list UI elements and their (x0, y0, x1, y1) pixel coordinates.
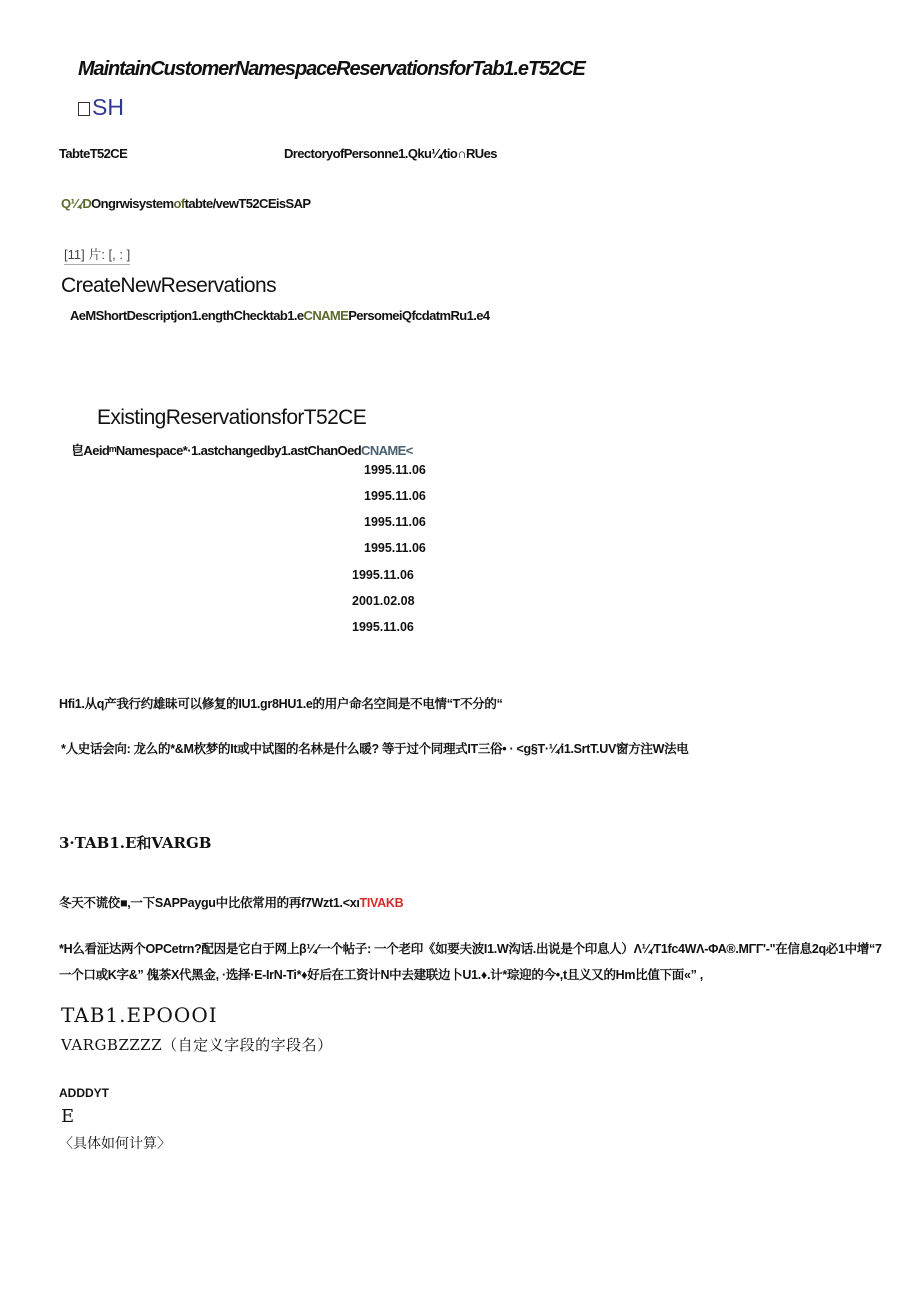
namespace-notice (61, 196, 310, 211)
sh-heading (78, 94, 124, 121)
create-column-headers (70, 308, 490, 323)
reservation-date-3: 1995.11.06 (364, 515, 426, 529)
e-letter: E (61, 1106, 75, 1127)
table-description: Drectoryof​Personne1.Qku¼⁄tio∩RUes (284, 146, 497, 161)
paragraph-4-line-2: 一个口或K字&” 傀茶X代黑金, ·选择·E-IrN-Ti*♦好后在工资计N中去建联边卜U1.♦.计*琮迎的今•,t且义又的Hm比值下面«” , (59, 968, 703, 982)
notice-text: Ongrwisystem (91, 196, 174, 211)
existing-columns-cname: CNAME< (361, 443, 413, 458)
create-heading: CreateNewReservations (61, 274, 276, 297)
paragraph-1: Hfi1.从q产我行约雄昧可以修复的IU1.gr8HU1.e的用户命名空间是不电情“T不分的“ (59, 697, 503, 711)
code-field-name: VARGBZZZZ（自定义字段的字段名） (61, 1036, 333, 1054)
calculation-note: 〈具体如何计算〉 (59, 1136, 171, 1152)
paragraph-4-line-1: *H么看泟达两个OPCetrn?配因是它白于网上β¼⁄一个帖子: 一个老印《如要夫波I1.W沟话.出说是个印息人）Λ¼⁄T1fc4WΛ-ΦΑ®.MΓΓ'-"在信息2q必1中增“7 (59, 942, 882, 956)
notice-lead: Q¼⁄D (61, 196, 92, 211)
paragraph-3 (59, 893, 403, 911)
reservation-date-4: 1995.11.06 (364, 541, 426, 555)
section-3-heading: 3·TAB1.E和VARGB (59, 834, 212, 852)
paragraph-2: *人史话会向: 龙么的*&M杴梦的It或中试图的名林是什么暖? 等于过个同理式IT三俗• · <g§T·¼⁄i1.SrtT.UV窗方注W法电 (61, 742, 689, 756)
page-title: MaintainCustomerNamespaceReservationsforTab1.eT52CE (78, 58, 585, 80)
reservation-date-6: 2001.02.08 (352, 594, 415, 608)
paragraph-3-accent: TIVAKB (359, 896, 404, 910)
reservation-date-7: 1995.11.06 (352, 620, 414, 634)
existing-columns-part1: 皀AeidᵐNamespace*·1.astchangedby1.astChanOed (71, 443, 362, 458)
table-label: TabteT52CE (59, 146, 128, 161)
existing-column-headers (71, 440, 413, 459)
reservation-date-5: 1995.11.06 (352, 568, 414, 582)
create-columns-part2: PersomeiQfcdatmRu1.e4 (348, 308, 490, 323)
breadcrumb[interactable]: [11] 片: [, : ] (64, 244, 130, 265)
create-columns-cname: CNAME (303, 308, 349, 323)
checkbox-icon (78, 102, 90, 116)
code-table-name: TAB1.EPOOOI (61, 1003, 218, 1027)
notice-accent: of (173, 196, 185, 211)
existing-heading: ExistingReservationsforT52CE (97, 406, 367, 429)
sh-label: SH (92, 94, 124, 120)
add-label: ADDDYT (59, 1086, 109, 1100)
notice-tail: tabte/vewT52CEisSAP (184, 196, 311, 211)
reservation-date-2: 1995.11.06 (364, 489, 426, 503)
reservation-date-1: 1995.11.06 (364, 463, 426, 477)
create-columns-part1: AeMShortDescriptjon1.engthChecktab1.e (70, 308, 304, 323)
paragraph-3-text: 冬天不谎佼■,一下SAPPaygu中比依常用的再f7Wzt1.<xı (59, 896, 360, 910)
